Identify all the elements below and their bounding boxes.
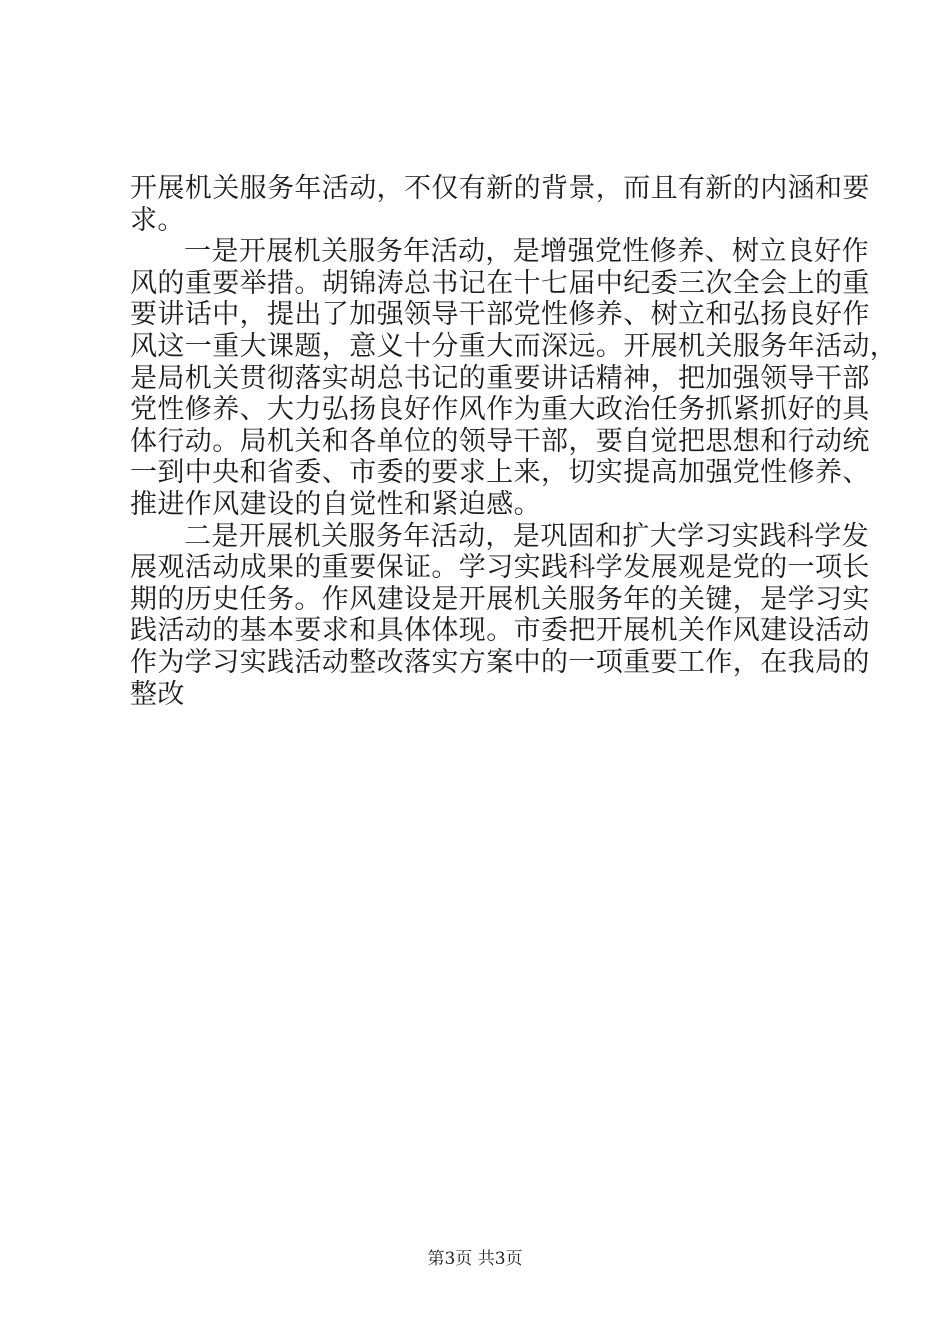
- text-line: 风的重要举措。胡锦涛总书记在十七届中纪委三次全会上的重: [130, 267, 870, 299]
- text-line: 作为学习实践活动整改落实方案中的一项重要工作，在我局的: [130, 646, 870, 678]
- text-line: 推进作风建设的自觉性和紧迫感。: [130, 488, 541, 520]
- text-line: 求。: [130, 204, 185, 236]
- page-number: 第3页 共3页: [427, 1249, 523, 1269]
- text-line: 一到中央和省委、市委的要求上来，切实提高加强党性修养、: [130, 457, 870, 489]
- text-line: 风这一重大课题，意义十分重大而深远。开展机关服务年活动，: [130, 330, 898, 362]
- text-line: 党性修养、大力弘扬良好作风作为重大政治任务抓紧抓好的具: [130, 394, 870, 426]
- text-line: 体行动。局机关和各单位的领导干部，要自觉把思想和行动统: [130, 425, 870, 457]
- text-line: 是局机关贯彻落实胡总书记的重要讲话精神，把加强领导干部: [130, 362, 870, 394]
- text-line: 期的历史任务。作风建设是开展机关服务年的关键，是学习实: [130, 583, 870, 615]
- paragraph-2: [130, 236, 898, 520]
- text-line: 一是开展机关服务年活动，是增强党性修养、树立良好作: [184, 236, 869, 268]
- text-line: 开展机关服务年活动，不仅有新的背景，而且有新的内涵和要: [130, 173, 870, 204]
- body-text: [130, 173, 898, 710]
- paragraph-1: [130, 173, 870, 236]
- paragraph-3: [130, 520, 870, 711]
- text-line: 展观活动成果的重要保证。学习实践科学发展观是党的一项长: [130, 552, 870, 584]
- page-footer: [0, 1244, 950, 1269]
- text-line: 践活动的基本要求和具体体现。市委把开展机关作风建设活动: [130, 615, 870, 647]
- text-line: 整改: [130, 678, 185, 710]
- text-line: 要讲话中，提出了加强领导干部党性修养、树立和弘扬良好作: [130, 299, 870, 331]
- text-line: 二是开展机关服务年活动，是巩固和扩大学习实践科学发: [184, 520, 869, 552]
